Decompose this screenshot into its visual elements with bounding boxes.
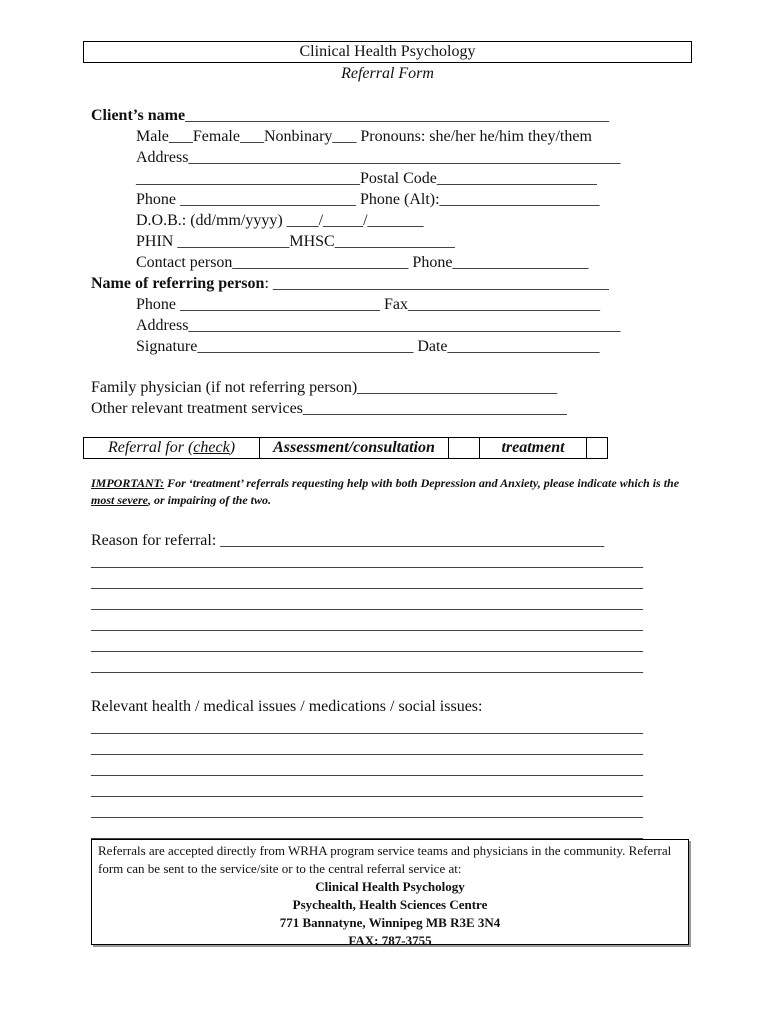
important-label: IMPORTANT:	[91, 476, 165, 490]
phin-mhsc-field[interactable]: PHIN ______________MHSC_______________	[136, 233, 455, 250]
health-line[interactable]: _____________________________________________________________________	[91, 824, 643, 841]
signature-date-field[interactable]: Signature___________________________ Date___________________	[136, 338, 600, 355]
treatment-services-field[interactable]: Other relevant treatment services_________________________________	[91, 400, 567, 417]
referring-person-row[interactable]	[91, 274, 609, 294]
form-title: Clinical Health Psychology	[83, 41, 692, 63]
reason-line[interactable]: _____________________________________________________________________	[91, 658, 643, 675]
dob-field[interactable]: D.O.B.: (dd/mm/yyyy) ____/_____/_______	[136, 212, 424, 229]
reason-line[interactable]: _____________________________________________________________________	[91, 553, 643, 570]
referrer-phone-fax-field[interactable]: Phone _________________________ Fax________________________	[136, 296, 600, 313]
health-line[interactable]: _____________________________________________________________________	[91, 719, 643, 736]
treatment-label: treatment	[480, 437, 587, 459]
health-line[interactable]: _____________________________________________________________________	[91, 740, 643, 757]
referral-for-table	[83, 437, 608, 459]
client-name-label: Client’s name	[91, 107, 186, 124]
reason-line[interactable]: _____________________________________________________________________	[91, 595, 643, 612]
client-name-row[interactable]	[91, 106, 609, 126]
client-phone-field[interactable]: Phone ______________________ Phone (Alt):____________________	[136, 191, 600, 208]
reason-for-referral-field[interactable]: Reason for referral: ________________________________________________	[91, 532, 605, 549]
referral-for-label: Referral for (check)	[83, 437, 260, 459]
treatment-checkbox[interactable]	[587, 437, 608, 459]
referrer-address-field[interactable]: Address______________________________________________________	[136, 317, 621, 334]
relevant-health-label: Relevant health / medical issues / medications / social issues:	[91, 698, 483, 715]
assessment-consultation-label: Assessment/consultation	[260, 437, 449, 459]
referral-info-text: Referrals are accepted directly from WRHA program service teams and physicians in the community. Referral form can be sent to the service/site or to the central referral service at:	[98, 843, 672, 876]
client-name-field[interactable]: _____________________________________________________	[185, 107, 610, 124]
reason-line[interactable]: _____________________________________________________________________	[91, 574, 643, 591]
client-address-field[interactable]: Address______________________________________________________	[136, 149, 621, 166]
reason-line[interactable]: _____________________________________________________________________	[91, 616, 643, 633]
fax-number: FAX: 787-3755	[348, 933, 432, 948]
form-subtitle: Referral Form	[341, 65, 434, 82]
site-name: Psychealth, Health Sciences Centre	[292, 897, 488, 912]
contact-person-field[interactable]: Contact person______________________ Phone_________________	[136, 254, 589, 271]
org-name: Clinical Health Psychology	[315, 879, 465, 894]
health-line[interactable]: _____________________________________________________________________	[91, 803, 643, 820]
health-line[interactable]: _____________________________________________________________________	[91, 761, 643, 778]
referral-info-box	[91, 839, 689, 948]
family-physician-field[interactable]: Family physician (if not referring person)_________________________	[91, 379, 558, 396]
reason-line[interactable]: _____________________________________________________________________	[91, 637, 643, 654]
health-line[interactable]: _____________________________________________________________________	[91, 782, 643, 799]
most-severe-text: most severe	[91, 493, 148, 507]
gender-pronouns-row[interactable]: Male___Female___Nonbinary___ Pronouns: she/her he/him they/them	[136, 128, 592, 145]
referring-person-label: Name of referring person	[91, 275, 265, 292]
mailing-address: 771 Bannatyne, Winnipeg MB R3E 3N4	[279, 915, 501, 930]
assessment-checkbox[interactable]	[449, 437, 480, 459]
important-note: IMPORTANT: For ‘treatment’ referrals requesting help with both Depression and Anxiety, please indicate which is the most severe, or impairing of the two.	[91, 476, 680, 507]
referring-person-field[interactable]: : __________________________________________	[264, 275, 609, 292]
postal-code-field[interactable]: ____________________________Postal Code____________________	[136, 170, 597, 187]
